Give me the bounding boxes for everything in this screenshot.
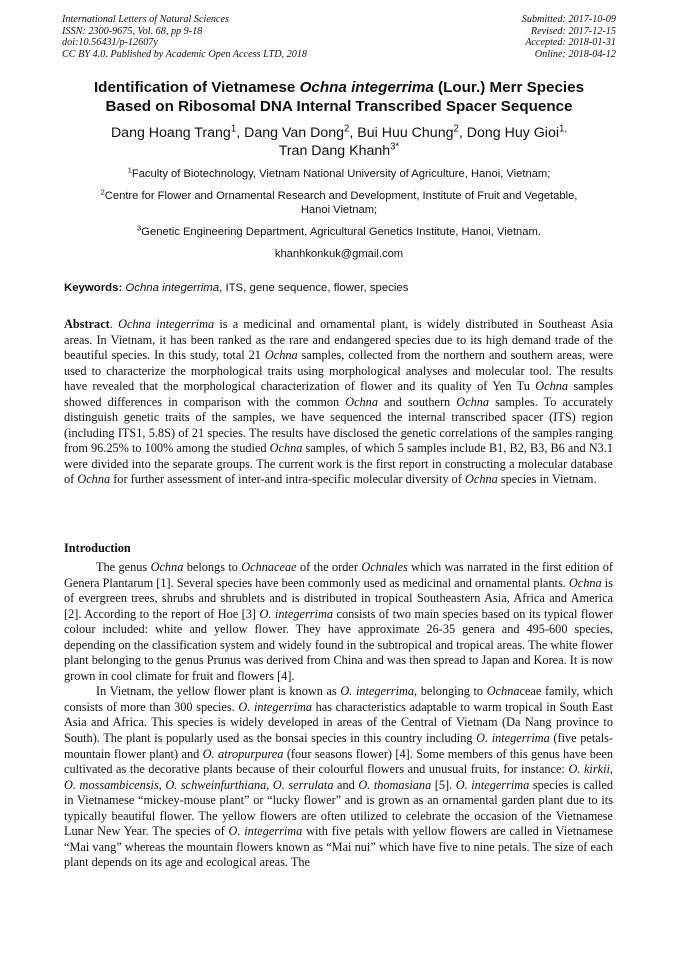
author-affil-mark: 3* bbox=[390, 141, 400, 153]
author: , Dang Van Dong bbox=[236, 125, 344, 141]
affiliation-number: 3 bbox=[137, 223, 142, 233]
species-name: Ochnaceae bbox=[241, 560, 297, 574]
affiliation-text: Genetic Engineering Department, Agricultural Genetics Institute, Hanoi, Vietnam. bbox=[141, 226, 541, 238]
abstract-text: and southern bbox=[377, 394, 457, 409]
affiliation-number: 1 bbox=[127, 165, 132, 175]
intro-paragraph-2 bbox=[64, 684, 613, 871]
date-accepted: Accepted: 2018-01-31 bbox=[525, 37, 616, 49]
title-species: Ochna integerrima bbox=[299, 79, 434, 96]
body-text: In Vietnam, the yellow flower plant is known as bbox=[96, 684, 341, 699]
species-name: O. integerrima bbox=[259, 606, 333, 621]
species-name: O. integerrima bbox=[228, 824, 303, 839]
abstract bbox=[64, 317, 613, 488]
body-text: (five petals- mountain flower plant) and bbox=[64, 731, 613, 761]
species-name: O. kirkii, O. mossambicensis, O. schweinfurthiana, O. serrulata bbox=[64, 762, 613, 792]
abstract-label: Abstract bbox=[64, 317, 110, 331]
body-text: with five petals with yellow flowers are called in Vietnamese “Mai vang” whereas the mountain flowers known as “Mai nui” which have five to nine petals. The size of each plant depends on its age and ecological areas. The bbox=[64, 824, 613, 870]
title-text: (Lour.) Merr Species bbox=[433, 79, 585, 96]
author: , Bui Huu Chung bbox=[349, 125, 454, 141]
species-name: O. atropurpurea bbox=[202, 746, 284, 761]
affiliation-2 bbox=[50, 189, 628, 217]
section-heading-introduction: Introduction bbox=[64, 541, 131, 555]
affiliation-3 bbox=[50, 225, 628, 239]
email-link[interactable]: khanhkonkuk@gmail.com bbox=[274, 248, 404, 260]
body-text: species is called in Vietnamese “mickey-mouse plant” or “lucky flower” and is grown as an ornamental garden plant due to its typically beautiful flower. The yellow flowers are often utilized to celebrate the occasion of the Vietnamese Lunar New Year. The species of bbox=[64, 777, 614, 839]
date-revised: Revised: 2017-12-15 bbox=[530, 25, 616, 37]
body-text: which was narrated in the first edition of Genera Plantarum [1]. Several species have been commonly used as medicinal and ornamental plants. bbox=[64, 560, 613, 590]
abstract-text: samples, collected from the northern and southern areas, were used to characterize the morphological traits using morphological analyses and molecular tool. The results have revealed that the morphological characterization of flower and its quality of Yen Tu bbox=[64, 348, 613, 394]
body-text: consists of two main species based on its typical flower colour included: white and yellow flower. They have approximate 26-35 genera and 495-600 species, depending on the classification system and widely found in the subtropical and tropical areas. The white flower plant belonging to the genus Prunus was derived from China and was then spread to Japan and Korea. It is now grown in cool climate for fruit and flowers [4]. bbox=[64, 606, 613, 683]
affiliation-number: 2 bbox=[100, 187, 105, 197]
title-line-2: Based on Ribosomal DNA Internal Transcribed Spacer Sequence bbox=[105, 98, 573, 115]
body-text: is of evergreen trees, shrubs and shrublets and is distributed in tropical Southeastern Asia, Africa and America [2]. According to the report of Hoe [3] bbox=[64, 575, 613, 621]
keywords-label: Keywords: bbox=[64, 282, 123, 294]
intro-paragraph-1 bbox=[64, 560, 613, 684]
introduction-body bbox=[64, 560, 613, 871]
abstract-text: samples, of which 5 samples include B1, B2, B3, B6 and N3.1 were divided into the separate groups. The current work is the first report in constructing a molecular database of bbox=[64, 441, 613, 487]
author-affil-mark: 1, bbox=[559, 123, 568, 135]
species-name: Ochna bbox=[77, 472, 111, 487]
date-online: Online: 2018-04-12 bbox=[534, 48, 616, 60]
keywords bbox=[64, 281, 616, 295]
species-name: Ochna bbox=[486, 684, 520, 699]
journal-doi: doi:10.56431/p-12607y bbox=[62, 37, 158, 49]
author-list bbox=[58, 124, 620, 160]
date-submitted: Submitted: 2017-10-09 bbox=[521, 14, 616, 25]
abstract-text: samples. To accurately distinguish genetic traits of the samples, we have sequenced the internal transcribed spacer (ITS) region (including ITS1, 5.8S) of 21 species. The results have disclosed the genetic correlations of the samples ranging from 96.25% to 100% among the studied bbox=[64, 394, 613, 456]
journal-issn: ISSN: 2300-9675, Vol. 68, pp 9-18 bbox=[62, 25, 203, 37]
species-name: Ochna bbox=[465, 472, 498, 487]
species-name: Ochnales bbox=[361, 560, 408, 574]
species-name: Ochna bbox=[150, 560, 184, 574]
affiliation-text: Faculty of Biotechnology, Vietnam National University of Agriculture, Hanoi, Vietnam; bbox=[131, 168, 551, 180]
body-text: [5]. bbox=[431, 777, 456, 792]
abstract-text: samples showed differences in comparison with the common bbox=[64, 379, 613, 409]
author: Dang Hoang Trang bbox=[110, 125, 231, 141]
species-name: O. integerrima bbox=[476, 731, 550, 746]
body-text: ceae family, which consists of more than 300 species. bbox=[64, 684, 613, 714]
dates-header bbox=[522, 14, 616, 60]
abstract-text: for further assessment of inter-and intra-specific molecular diversity of bbox=[110, 472, 465, 487]
body-text: , belonging to bbox=[414, 684, 487, 699]
body-text: and bbox=[333, 777, 359, 792]
affiliation-1 bbox=[50, 167, 628, 181]
species-name: Ochna bbox=[264, 348, 298, 363]
author: Tran Dang Khanh bbox=[278, 143, 391, 159]
species-name: O. integerrima bbox=[340, 684, 415, 699]
abstract-text: . bbox=[109, 317, 119, 331]
author: , Dong Huy Gioi bbox=[458, 125, 560, 141]
species-name: Ochna bbox=[568, 575, 602, 590]
species-name: Ochna bbox=[269, 441, 303, 456]
species-name: Ochna bbox=[456, 394, 490, 409]
species-name: O. integerrima bbox=[238, 699, 313, 714]
abstract-text: is a medicinal and ornamental plant, is widely distributed in Southeast Asia areas. In Vietnam, it has been ranked as the rare and endangered species due to its high demand trade of the beautiful species. In this study, total 21 bbox=[64, 317, 614, 363]
body-text: (four seasons flower) [4]. Some members of this genus have been cultivated as the decorative plants because of their colourful flowers and unusual fruits, for instance: bbox=[64, 746, 613, 777]
author-affil-mark: 2 bbox=[453, 123, 459, 135]
journal-header bbox=[62, 14, 307, 60]
species-name: O. integerrima bbox=[455, 777, 530, 792]
affiliation-text: Centre for Flower and Ornamental Research and Development, Institute of Fruit and Vegetable, bbox=[104, 190, 578, 202]
body-text: of the order bbox=[296, 560, 362, 574]
species-name: O. thomasiana bbox=[358, 777, 432, 792]
author-affil-mark: 2 bbox=[344, 123, 350, 135]
journal-license: CC BY 4.0. Published by Academic Open Access LTD, 2018 bbox=[62, 48, 308, 60]
journal-name: International Letters of Natural Sciences bbox=[62, 14, 229, 25]
keyword-species: Ochna integerrima bbox=[125, 282, 220, 294]
species-name: Ochna bbox=[345, 394, 378, 409]
author-affil-mark: 1 bbox=[230, 123, 237, 135]
corresponding-email[interactable] bbox=[50, 247, 628, 261]
title-text: Identification of Vietnamese bbox=[93, 79, 300, 96]
paper-title bbox=[58, 78, 620, 116]
affiliation-text: Hanoi Vietnam; bbox=[300, 204, 378, 216]
body-text: has characteristics adaptable to warm tropical in South East Asia and Africa. This species is widely developed in areas of the Central of Vietnam (Da Nang province to South). The plant is popularly used as the bonsai species in this country including bbox=[64, 699, 613, 746]
keywords-list: , ITS, gene sequence, flower, species bbox=[219, 282, 409, 294]
body-text: The genus bbox=[96, 560, 151, 574]
body-text: belongs to bbox=[183, 560, 242, 574]
species-name: Ochna bbox=[535, 379, 569, 394]
abstract-text: species in Vietnam. bbox=[497, 472, 597, 487]
species-name: Ochna integerrima bbox=[118, 317, 215, 331]
